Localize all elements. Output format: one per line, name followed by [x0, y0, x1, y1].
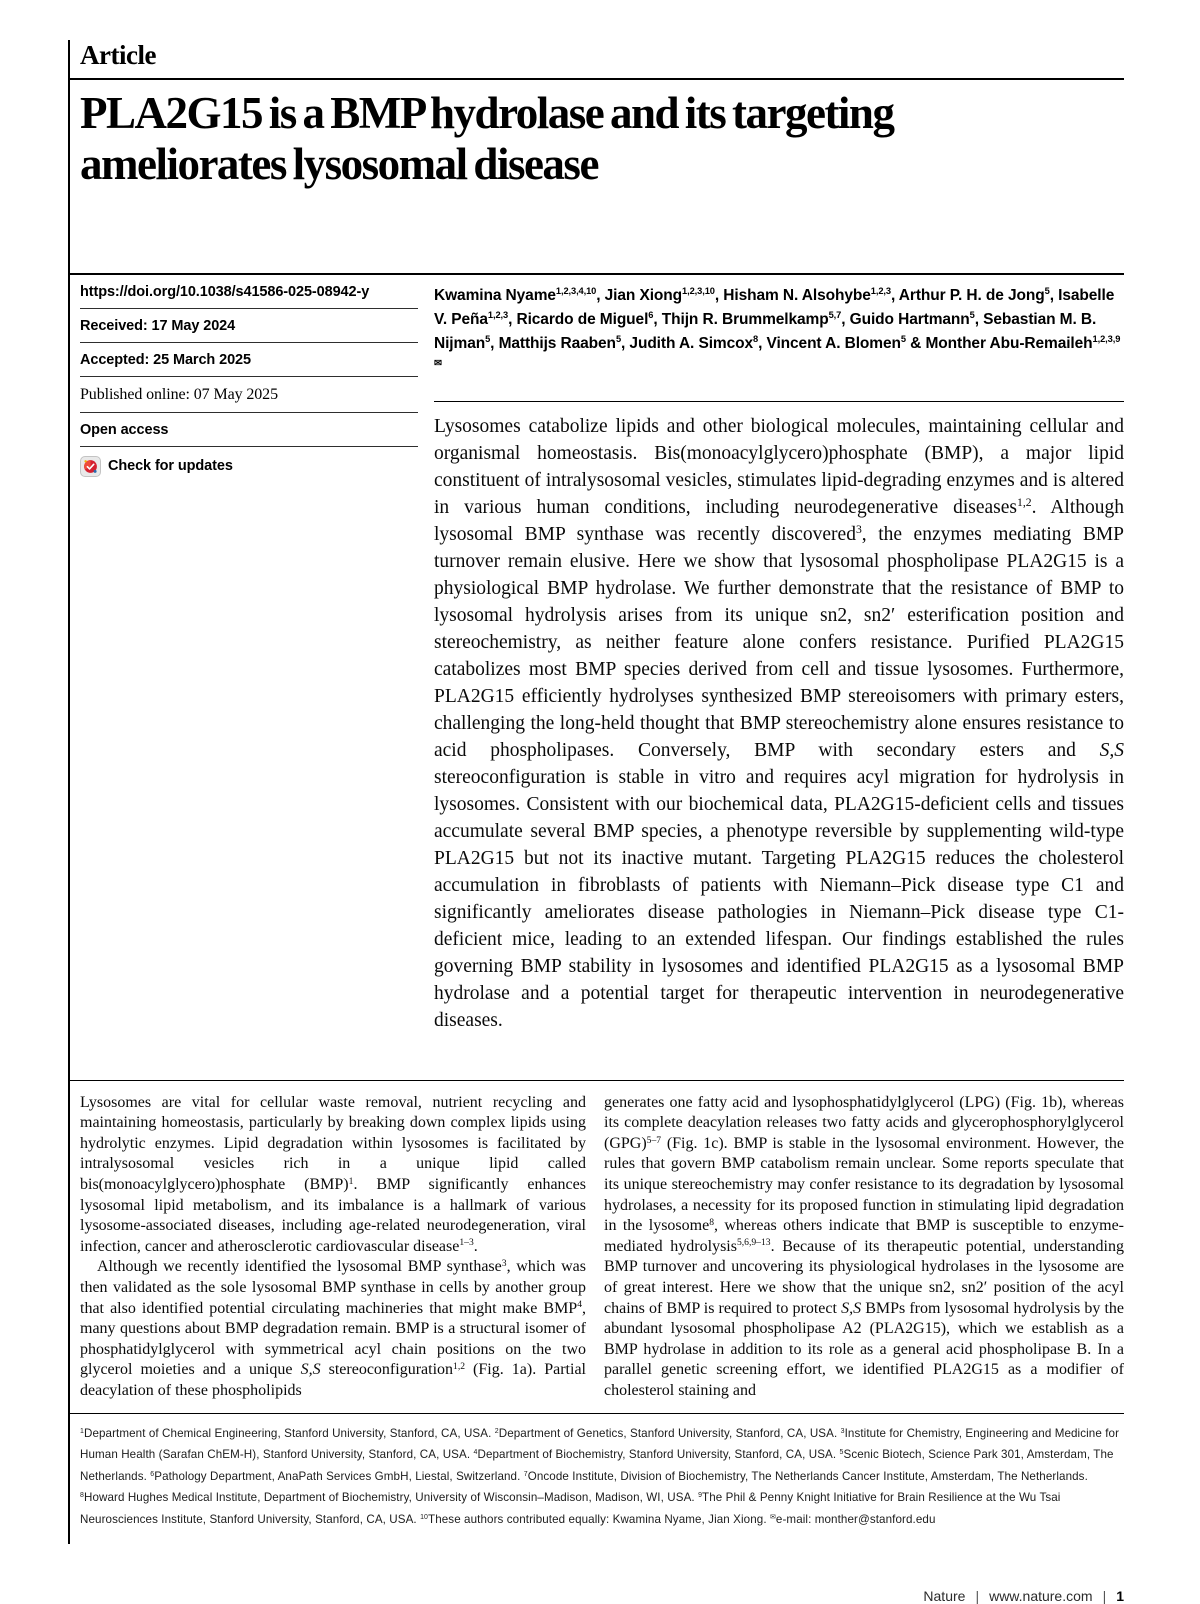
body-paragraph: Although we recently identified the lysosomal BMP synthase$^3$, which was then validated as the sole lysosomal BMP synthase in cells by another group that also identified potential circulating machineries that might make BMP$^4$, many questions about BMP degradation remain. BMP is a structural isomer of phosphatidylglycerol with symmetrical acyl chain positions on the two glycerol moieties and a unique S,S stereoconfiguration$^{1,2}$ (Fig. 1a). Partial deacylation of these phospholipids [80, 1258, 586, 1399]
body-column-left [80, 1093, 586, 1411]
body-paragraph: generates one fatty acid and lysophosphatidylglycerol (LPG) (Fig. 1b), whereas its complete deacylation releases two fatty acids and glycerophosphorylglycerol (GPG)$^{5-7}$ (Fig. 1c). BMP is stable in the lysosomal environment. However, the rules that govern BMP catabolism remain unclear. Some reports speculate that its unique stereochemistry may confer resistance to its degradation by lysosomal hydrolases, a necessity for its proposed function in stimulating lipid degradation in the lysosome$^8$, whereas others indicate that BMP is susceptible to enzyme-mediated hydrolysis$^{5,6,9-13}$. Because of its therapeutic potential, understanding BMP turnover and uncovering its physiological hydrolases in the lysosome are of great interest. Here we show that the unique sn2, sn2′ position of the acyl chains of BMP is required to protect S,S BMPs from lysosomal hydrolysis by the abundant lysosomal phospholipase A2 (PLA2G15), which we establish as a BMP hydrolase in addition to its role as a general acid phospholipase B. In a parallel genetic screening effort, we identified PLA2G15 as a modifier of cholesterol staining and [604, 1093, 1125, 1399]
kicker-rule [68, 78, 1124, 80]
author-list: Kwamina Nyame$^{1,2,3,4,10}$, Jian Xiong$^{1,2,3,10}$, Hisham N. Alsohybe$^{1,2,3}$, Arthur P. H. de Jong$^5$, Isabelle V. Peña$^{1,2,3}$, Ricardo de Miguel$^6$, Thijn R. Brummelkamp$^{5,7}$, Guido Hartmann$^5$, Sebastian M. B. Nijman$^5$, Matthijs Raaben$^5$, Judith A. Simcox$^8$, Vincent A. Blomen$^5$ & Monther Abu-Remaileh$^{1,2,3,9✉}$ [434, 286, 1121, 369]
footer-page-number: 1 [1116, 1588, 1124, 1604]
article-kicker: Article [80, 40, 156, 70]
footer-journal: Nature [923, 1588, 966, 1604]
content-rail [68, 40, 1124, 1544]
check-for-updates-button[interactable] [80, 447, 418, 485]
doi-link[interactable]: https://doi.org/10.1038/s41586-025-08942-y [80, 275, 418, 309]
body-paragraph: Lysosomes are vital for cellular waste removal, nutrient recycling and maintaining homeostasis, particularly by breaking down complex lipids using hydrolytic enzymes. Lipid degradation within lysosomes is facilitated by intralysosomal vesicles rich in a unique lipid called bis(monoacylglycero)phosphate (BMP)$^1$. BMP significantly enhances lysosomal lipid metabolism, and its imbalance is a hallmark of various lysosome-associated diseases, including age-related neurodegeneration, viral infection, cancer and atherosclerotic cardiovascular disease$^{1-3}$. [80, 1093, 586, 1255]
footer-separator: | [975, 1588, 980, 1604]
open-access-label: Open access [80, 413, 418, 447]
metadata-panel [80, 275, 418, 1034]
meta-author-grid [80, 275, 1124, 1034]
footer-site-url: www.nature.com [989, 1588, 1093, 1604]
received-date: Received: 17 May 2024 [80, 309, 418, 343]
body-columns [80, 1081, 1124, 1411]
page-footer [68, 1588, 1124, 1604]
published-date: Published online: 07 May 2025 [80, 377, 418, 413]
abstract-text: Lysosomes catabolize lipids and other biological molecules, maintaining cellular and organismal homeostasis. Bis(monoacylglycero)phosphate (BMP), a major lipid constituent of intralysosomal vesicles, stimulates lipid-degrading enzymes and is altered in various human conditions, including neurodegenerative diseases$^{1,2}$. Although lysosomal BMP synthase was recently discovered$^3$, the enzymes mediating BMP turnover remain elusive. Here we show that lysosomal phospholipase PLA2G15 is a physiological BMP hydrolase. We further demonstrate that the resistance of BMP to lysosomal hydrolysis arises from its unique sn2, sn2′ esterification position and stereochemistry, as neither feature alone confers resistance. Purified PLA2G15 catabolizes most BMP species derived from cell and tissue lysosomes. Furthermore, PLA2G15 efficiently hydrolyses synthesized BMP stereoisomers with primary esters, challenging the long-held thought that BMP stereochemistry alone ensures resistance to acid phospholipases. Conversely, BMP with secondary esters and S,S stereoconfiguration is stable in vitro and requires acyl migration for hydrolysis in lysosomes. Consistent with our biochemical data, PLA2G15-deficient cells and tissues accumulate several BMP species, a phenotype reversible by supplementing wild-type PLA2G15 but not its inactive mutant. Targeting PLA2G15 reduces the cholesterol accumulation in fibroblasts of patients with Niemann–Pick disease type C1 and significantly ameliorates disease pathologies in Niemann–Pick disease type C1-deficient mice, leading to an extended lifespan. Our findings established the rules governing BMP stability in lysosomes and identified PLA2G15 as a lysosomal BMP hydrolase and a potential target for therapeutic intervention in neurodegenerative diseases. [434, 401, 1124, 1034]
author-abstract-column [434, 275, 1124, 1034]
check-for-updates-label: Check for updates [108, 458, 233, 475]
body-column-right [604, 1093, 1124, 1411]
affiliations-footnotes: $^1$Department of Chemical Engineering, Stanford University, Stanford, CA, USA. $^2$Department of Genetics, Stanford University, Stanford, CA, USA. $^3$Institute for Chemistry, Engineering and Medicine for Human Health (Sarafan ChEM-H), Stanford University, Stanford, CA, USA. $^4$Department of Biochemistry, Stanford University, Stanford, CA, USA. $^5$Scenic Biotech, Science Park 301, Amsterdam, The Netherlands. $^6$Pathology Department, AnaPath Services GmbH, Liestal, Switzerland. $^7$Oncode Institute, Division of Biochemistry, The Netherlands Cancer Institute, Amsterdam, The Netherlands. $^8$Howard Hughes Medical Institute, Department of Biochemistry, University of Wisconsin–Madison, Madison, WI, USA. $^9$The Phil & Penny Knight Initiative for Brain Resilience at the Wu Tsai Neurosciences Institute, Stanford University, Stanford, CA, USA. $^{10}$These authors contributed equally: Kwamina Nyame, Jian Xiong. ✉e-mail: monther@stanford.edu [68, 1413, 1124, 1545]
accepted-date: Accepted: 25 March 2025 [80, 343, 418, 377]
page-title: PLA2G15 is a BMP hydrolase and its targeting ameliorates lysosomal disease [80, 88, 894, 190]
crossmark-icon [80, 456, 101, 477]
footer-separator: | [1102, 1588, 1107, 1604]
